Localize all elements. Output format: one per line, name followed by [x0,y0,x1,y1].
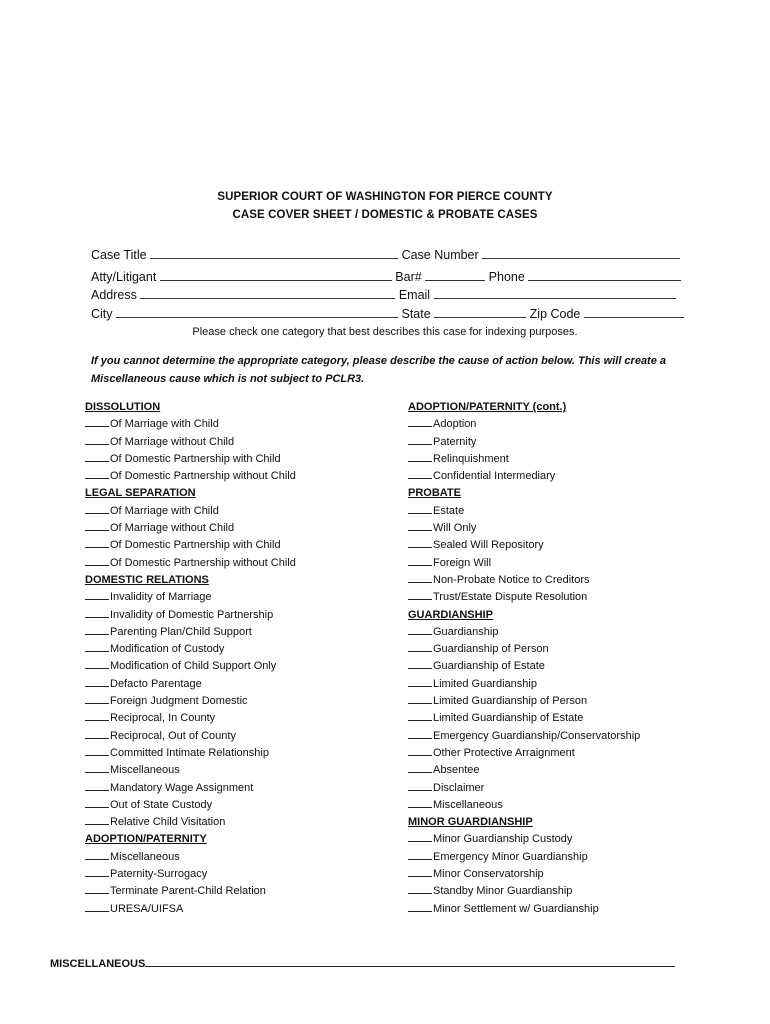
category-option[interactable] [85,520,296,537]
instructions [91,352,691,388]
category-label: Confidential Intermediary [433,470,556,483]
category-label: Of Domestic Partnership without Child [110,470,296,483]
address-row [91,287,676,302]
bar-label: Bar# [395,270,422,284]
category-option[interactable] [85,728,296,745]
checkbox-blank[interactable] [85,883,109,894]
category-option[interactable] [408,745,640,762]
checkbox-blank[interactable] [85,607,109,618]
category-label: Foreign Judgment Domestic [110,695,248,708]
phone-label: Phone [488,270,525,284]
checkbox-blank[interactable] [408,901,432,912]
category-option[interactable] [408,831,640,848]
category-option[interactable] [85,762,296,779]
category-option[interactable] [408,901,640,918]
category-label: Out of State Custody [110,798,213,811]
city-label: City [91,307,113,321]
category-option[interactable] [408,658,640,675]
section-heading-legal-separation: LEGAL SEPARATION [85,487,196,500]
miscellaneous-label: MISCELLANEOUS [50,958,146,970]
category-label: Modification of Child Support Only [110,660,277,673]
category-label: Adoption [433,418,477,431]
category-option[interactable] [408,503,640,520]
category-option[interactable] [408,710,640,727]
email-label: Email [398,288,431,302]
category-label: Absentee [433,764,480,777]
category-label: Invalidity of Domestic Partnership [110,608,274,621]
checkbox-blank[interactable] [408,641,432,652]
category-option[interactable] [85,693,296,710]
section-heading-guardianship: GUARDIANSHIP [408,608,493,621]
category-option[interactable] [85,745,296,762]
checkbox-blank[interactable] [85,434,109,445]
category-option[interactable] [408,572,640,589]
category-label: Relative Child Visitation [110,816,226,829]
category-option[interactable] [85,883,296,900]
category-label: Of Marriage without Child [110,522,235,535]
checkbox-blank[interactable] [85,468,109,479]
checkbox-blank[interactable] [408,693,432,704]
category-label: Defacto Parentage [110,677,202,690]
category-option[interactable] [85,780,296,797]
category-option[interactable] [85,607,296,624]
checkbox-blank[interactable] [408,728,432,739]
category-option[interactable] [85,434,296,451]
checkbox-blank[interactable] [85,676,109,687]
checkbox-blank[interactable] [85,520,109,531]
category-label: Guardianship of Person [433,643,549,656]
right-category-column [408,399,640,918]
checkbox-blank[interactable] [408,468,432,479]
category-option[interactable] [408,762,640,779]
category-option[interactable] [408,468,640,485]
category-option[interactable] [85,658,296,675]
category-label: Guardianship of Estate [433,660,545,673]
category-label: Of Marriage without Child [110,435,235,448]
category-option[interactable] [408,849,640,866]
category-label: Of Marriage with Child [110,418,219,431]
case-title-field[interactable] [150,247,398,259]
checkbox-blank[interactable] [408,434,432,445]
bar-field[interactable] [425,269,485,281]
category-option[interactable] [408,416,640,433]
category-option[interactable] [408,451,640,468]
instructions-line-1: If you cannot determine the appropriate category, please describe the cause of action below. This will create a [91,355,667,367]
checkbox-blank[interactable] [408,520,432,531]
checkbox-blank[interactable] [408,589,432,600]
category-option[interactable] [85,901,296,918]
category-option[interactable] [85,849,296,866]
checkbox-blank[interactable] [408,745,432,756]
category-option[interactable] [85,641,296,658]
checkbox-blank[interactable] [408,416,432,427]
city-row [91,306,684,321]
category-option[interactable] [408,537,640,554]
category-label: Other Protective Arraignment [433,746,575,759]
miscellaneous-field[interactable] [145,955,675,967]
section-heading-probate: PROBATE [408,487,461,500]
indexing-note: Please check one category that best describes this case for indexing purposes. [192,326,578,338]
checkbox-blank[interactable] [408,883,432,894]
checkbox-blank[interactable] [408,537,432,548]
checkbox-blank[interactable] [408,503,432,514]
category-option[interactable] [85,468,296,485]
category-option[interactable] [408,641,640,658]
email-field[interactable] [434,287,676,299]
address-field[interactable] [140,287,395,299]
state-label: State [401,307,431,321]
checkbox-blank[interactable] [85,762,109,773]
category-label: Committed Intimate Relationship [110,746,269,759]
section-heading-dissolution: DISSOLUTION [85,401,161,413]
zip-label: Zip Code [529,307,581,321]
category-label: Of Marriage with Child [110,504,219,517]
checkbox-blank[interactable] [408,762,432,773]
category-label: Reciprocal, Out of County [110,729,236,742]
category-label: Invalidity of Marriage [110,591,212,604]
checkbox-blank[interactable] [408,866,432,877]
category-option[interactable] [408,883,640,900]
category-label: URESA/UIFSA [110,902,184,915]
checkbox-blank[interactable] [408,780,432,791]
atty-row [91,269,681,284]
category-option[interactable] [85,537,296,554]
checkbox-blank[interactable] [85,658,109,669]
checkbox-blank[interactable] [408,710,432,721]
category-option[interactable] [408,589,640,606]
category-option[interactable] [85,676,296,693]
category-option[interactable] [408,866,640,883]
checkbox-blank[interactable] [85,728,109,739]
category-option[interactable] [408,780,640,797]
address-label: Address [91,288,137,302]
instructions-line-2: Miscellaneous cause which is not subject to PCLR3. [91,373,365,385]
category-label: Minor Conservatorship [433,868,544,881]
checkbox-blank[interactable] [85,849,109,860]
checkbox-blank[interactable] [408,849,432,860]
checkbox-blank[interactable] [408,831,432,842]
case-title-row [91,247,680,262]
checkbox-blank[interactable] [85,503,109,514]
category-option[interactable] [408,797,640,814]
checkbox-blank[interactable] [408,555,432,566]
category-label: Disclaimer [433,781,485,794]
zip-field[interactable] [584,306,684,318]
checkbox-blank[interactable] [408,676,432,687]
category-label: Paternity [433,435,477,448]
category-label: Trust/Estate Dispute Resolution [433,591,588,604]
checkbox-blank[interactable] [408,624,432,635]
category-option[interactable] [408,520,640,537]
category-label: Emergency Minor Guardianship [433,850,588,863]
category-option[interactable] [408,728,640,745]
checkbox-blank[interactable] [408,451,432,462]
category-label: Relinquishment [433,452,509,465]
category-label: Limited Guardianship of Estate [433,712,584,725]
category-option[interactable] [85,814,296,831]
left-category-column [85,399,296,918]
category-option[interactable] [408,624,640,641]
court-title: SUPERIOR COURT OF WASHINGTON FOR PIERCE COUNTY [217,191,553,203]
category-label: Of Domestic Partnership with Child [110,539,281,552]
category-option[interactable] [85,589,296,606]
category-option[interactable] [85,451,296,468]
section-heading-domestic-relations: DOMESTIC RELATIONS [85,573,209,586]
category-option[interactable] [85,416,296,433]
category-label: Emergency Guardianship/Conservatorship [433,729,641,742]
category-label: Mandatory Wage Assignment [110,781,254,794]
category-option[interactable] [408,676,640,693]
category-label: Limited Guardianship [433,677,537,690]
category-label: Minor Settlement w/ Guardianship [433,902,599,915]
category-label: Sealed Will Repository [433,539,544,552]
category-label: Standby Minor Guardianship [433,885,573,898]
checkbox-blank[interactable] [85,537,109,548]
form-title: CASE COVER SHEET / DOMESTIC & PROBATE CASES [232,209,538,221]
checkbox-blank[interactable] [85,797,109,808]
checkbox-blank[interactable] [85,745,109,756]
checkbox-blank[interactable] [85,814,109,825]
section-heading-adoption-paternity: ADOPTION/PATERNITY [85,833,207,846]
category-label: Of Domestic Partnership without Child [110,556,296,569]
checkbox-blank[interactable] [85,589,109,600]
case-title-label: Case Title [91,248,147,262]
category-option[interactable] [85,503,296,520]
category-label: Paternity-Surrogacy [110,868,208,881]
category-label: Of Domestic Partnership with Child [110,452,281,465]
checkbox-blank[interactable] [85,693,109,704]
checkbox-blank[interactable] [85,866,109,877]
category-option[interactable] [408,555,640,572]
category-label: Miscellaneous [110,764,180,777]
section-heading-minor-guardianship: MINOR GUARDIANSHIP [408,816,533,829]
category-label: Guardianship [433,625,499,638]
section-heading-adoption-paternity-cont: ADOPTION/PATERNITY (cont.) [408,401,567,413]
category-label: Miscellaneous [110,850,180,863]
checkbox-blank[interactable] [85,416,109,427]
category-label: Modification of Custody [110,643,225,656]
checkbox-blank[interactable] [408,658,432,669]
category-option[interactable] [408,693,640,710]
phone-field[interactable] [528,269,681,281]
atty-litigant-field[interactable] [160,269,392,281]
case-number-field[interactable] [482,247,680,259]
checkbox-blank[interactable] [85,555,109,566]
category-label: Non-Probate Notice to Creditors [433,573,590,586]
checkbox-blank[interactable] [408,797,432,808]
category-option[interactable] [85,797,296,814]
checkbox-blank[interactable] [85,710,109,721]
category-label: Parenting Plan/Child Support [110,625,252,638]
checkbox-blank[interactable] [85,641,109,652]
category-option[interactable] [85,710,296,727]
category-option[interactable] [85,866,296,883]
case-number-label: Case Number [401,248,479,262]
category-label: Reciprocal, In County [110,712,216,725]
checkbox-blank[interactable] [85,901,109,912]
state-field[interactable] [434,306,526,318]
category-option[interactable] [85,624,296,641]
checkbox-blank[interactable] [85,780,109,791]
category-option[interactable] [85,555,296,572]
checkbox-blank[interactable] [408,572,432,583]
category-option[interactable] [408,434,640,451]
city-field[interactable] [116,306,398,318]
category-label: Estate [433,504,465,517]
category-label: Will Only [433,522,477,535]
checkbox-blank[interactable] [85,451,109,462]
category-label: Minor Guardianship Custody [433,833,573,846]
category-label: Limited Guardianship of Person [433,695,588,708]
category-label: Terminate Parent-Child Relation [110,885,266,898]
miscellaneous-row [50,955,675,970]
category-label: Foreign Will [433,556,492,569]
category-label: Miscellaneous [433,798,503,811]
atty-litigant-label: Atty/Litigant [91,270,157,284]
checkbox-blank[interactable] [85,624,109,635]
